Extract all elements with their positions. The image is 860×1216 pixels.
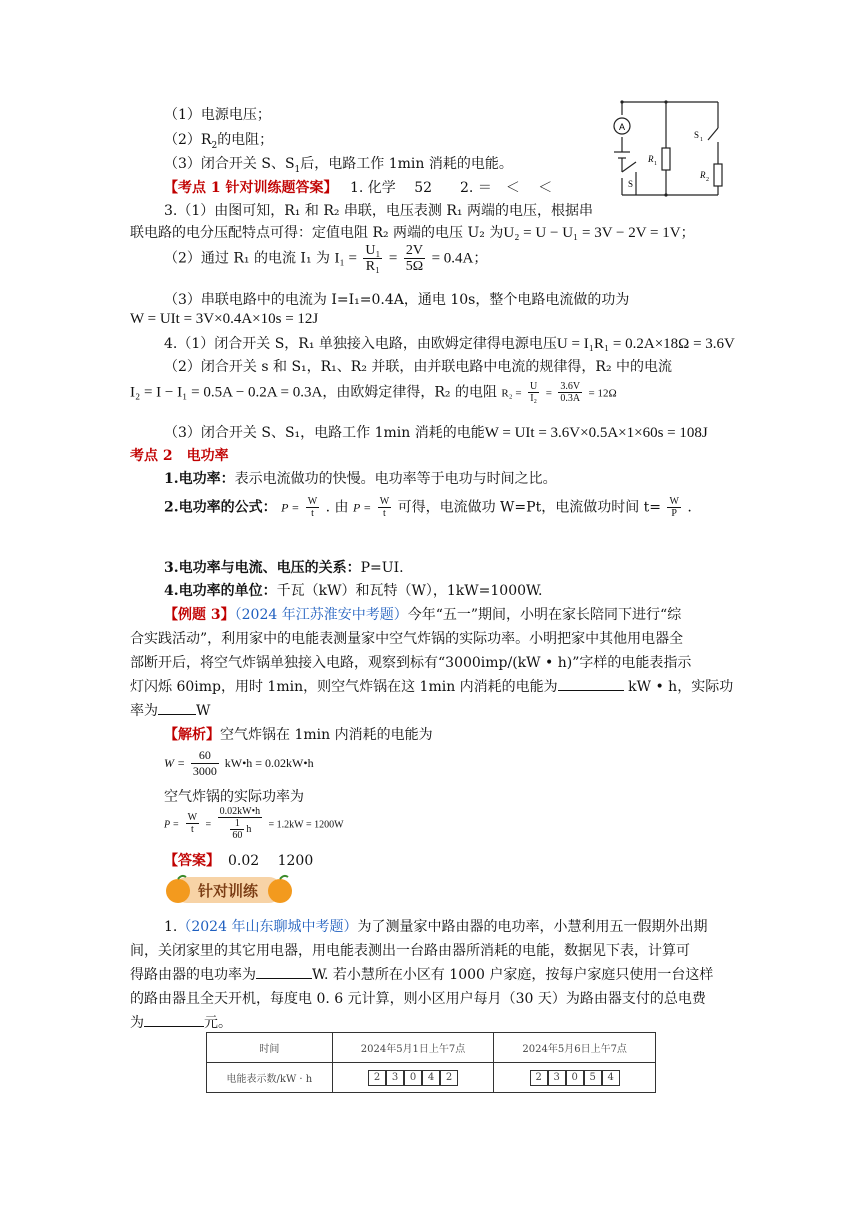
a4-line1: 4.（1）闭合开关 S，R₁ 单独接入电路，由欧姆定律得电源电压U = I₁R₁ = 0.2A×18Ω = 3.6V xyxy=(164,336,735,352)
prev-q1: （1）电源电压； xyxy=(164,107,271,123)
q1-line5: 为 元。 xyxy=(130,1015,232,1031)
ex3-formula1: W = $\frac{60}{3000}$ kW•h = 0.02kW•h xyxy=(164,748,314,778)
circuit-label-s: S xyxy=(628,179,634,189)
ex3-line4: 灯闪烁 60imp，用时 1min，则空气炸锅在这 1min 内消耗的电能为 kW • h，实际功 xyxy=(130,679,734,695)
circuit-label-ammeter: A xyxy=(619,122,626,132)
ex3-line2: 合实践活动”，利用家中的电能表测量家中空气炸锅的实际功率。小明把家中其他用电器全 xyxy=(130,631,684,647)
answer-header-text: 1. 化学 52 2. ＝ ＜ ＜ xyxy=(349,180,553,196)
table-row-label: 电能表示数/kW · h xyxy=(207,1063,333,1093)
kd2-p3: 3.电功率与电流、电压的关系：P=UI. xyxy=(164,560,404,576)
circuit-label-s1-sub: 1 xyxy=(700,137,703,143)
a3-line5: W = UIt = 3V×0.4A×10s = 12J xyxy=(130,311,319,327)
q1-line3: 得路由器的电功率为 W. 若小慧所在小区有 1000 户家庭，按每户家庭只使用一台这样 xyxy=(130,967,714,983)
answer-header-label: 【考点 1 针对训练题答案】 xyxy=(164,180,338,196)
q1-line4: 的路由器且全天开机，每度电 0. 6 元计算，则小区用户每月（30 天）为路由器支付的总电费 xyxy=(130,991,706,1007)
q1-line2: 间，关闭家里的其它用电器，用电能表测出一台路由器所消耗的电能，数据见下表，计算可 xyxy=(130,943,690,959)
table-header: 2024年5月6日上午7点 xyxy=(494,1033,656,1063)
orange-icon xyxy=(268,879,292,903)
circuit-label-s1: S xyxy=(694,130,700,140)
circuit-diagram xyxy=(600,90,730,202)
meter-reading-2: 2 3 0 5 4 xyxy=(494,1063,656,1093)
ex3-analysis: 【解析】空气炸锅在 1min 内消耗的电能为 xyxy=(164,727,433,743)
circuit-label-r1-sub: 1 xyxy=(654,161,657,167)
circuit-label-r2-sub: 2 xyxy=(706,177,709,183)
orange-icon xyxy=(166,879,190,903)
answer-blank[interactable] xyxy=(158,714,196,715)
ex3-line1: 【例题 3】（2024 年江苏淮安中考题）今年“五一”期间，小明在家长陪同下进行“综 xyxy=(164,607,682,623)
a3-line1: 3.（1）由图可知，R₁ 和 R₂ 串联，电压表测 R₁ 两端的电压，根据串 xyxy=(164,203,593,219)
answer-header xyxy=(164,177,552,197)
circuit-label-r1: R xyxy=(648,154,654,164)
a4-line3: I₂ = I − I₁ = 0.5A − 0.2A = 0.3A，由欧姆定律得，R₂ 的电阻 R₂ = $\frac{U}{\text{I₂}}$ = $\frac{3.6V}{0.3A}$ = 12Ω xyxy=(130,381,617,404)
a4-line4: （3）闭合开关 S、S₁，电路工作 1min 消耗的电能W = UIt = 3.6V×0.5A×1×60s = 108J xyxy=(164,425,708,441)
section-title: 考点 2 电功率 xyxy=(130,448,229,464)
table-header: 时间 xyxy=(207,1033,333,1063)
svg-text:针对训练: 针对训练 xyxy=(197,882,259,900)
ex3-analysis2: 空气炸锅的实际功率为 xyxy=(164,789,304,805)
training-badge xyxy=(164,873,292,907)
circuit-label-r2: R xyxy=(700,170,706,180)
a3-line3: （2）通过 R₁ 的电流 I₁ 为 I₁ = $\frac{\text{U₁}}{\text{R₁}}$ = $\frac{2V}{5\Omega}$ = 0.4A； xyxy=(164,243,488,274)
q1-line1: 1.（2024 年山东聊城中考题）为了测量家中路由器的电功率，小慧利用五一假期外出期 xyxy=(164,919,708,935)
prev-q2: $(2)R_2$的电阻； xyxy=(164,132,274,151)
answer-blank[interactable] xyxy=(144,1026,204,1027)
ex3-line5: 率为 W xyxy=(130,703,211,719)
ex3-line3: 部断开后，将空气炸锅单独接入电路，观察到标有“3000imp/(kW • h)”字样的电能表指示 xyxy=(130,655,692,671)
prev-q3: （3）闭合开关 S、$S_1$后，电路工作 1min 消耗的电能。 xyxy=(164,156,513,175)
meter-reading-1: 2 3 0 4 2 xyxy=(332,1063,494,1093)
ex3-formula2: P = $\frac{W}{t}$ = 0.02kW•h $\frac{1}{60}$ h = 1.2kW = 1200W xyxy=(164,806,344,841)
kd2-p4: 4.电功率的单位：千瓦（kW）和瓦特（W），1kW=1000W. xyxy=(164,583,543,599)
answer-blank[interactable] xyxy=(256,978,312,979)
table-header: 2024年5月1日上午7点 xyxy=(332,1033,494,1063)
kd2-p2: 2.电功率的公式： P = $\frac{W}{t}$ . 由 P = $\frac{W}{t}$ 可得，电流做功 W=Pt，电流做功时间 t= $\frac{W}{P}$ . xyxy=(164,496,692,519)
kd2-p1: 1.电功率：表示电流做功的快慢。电功率等于电功与时间之比。 xyxy=(164,471,557,487)
a4-line2: （2）闭合开关 s 和 S₁，R₁、R₂ 并联，由并联电路中电流的规律得，R₂ 中的电流 xyxy=(164,359,673,375)
answer-blank[interactable] xyxy=(558,690,624,691)
a3-line2: 联电路的电分压配特点可得：定值电阻 R₂ 两端的电压 U₂ 为U₂ = U − U₁ = 3V − 2V = 1V； xyxy=(130,225,695,241)
ex3-answer: 【答案】 0.02 1200 xyxy=(164,853,314,869)
meter-table xyxy=(206,1032,656,1093)
a3-line4: （3）串联电路中的电流为 I=I₁=0.4A，通电 10s，整个电路电流做的功为 xyxy=(164,292,630,308)
